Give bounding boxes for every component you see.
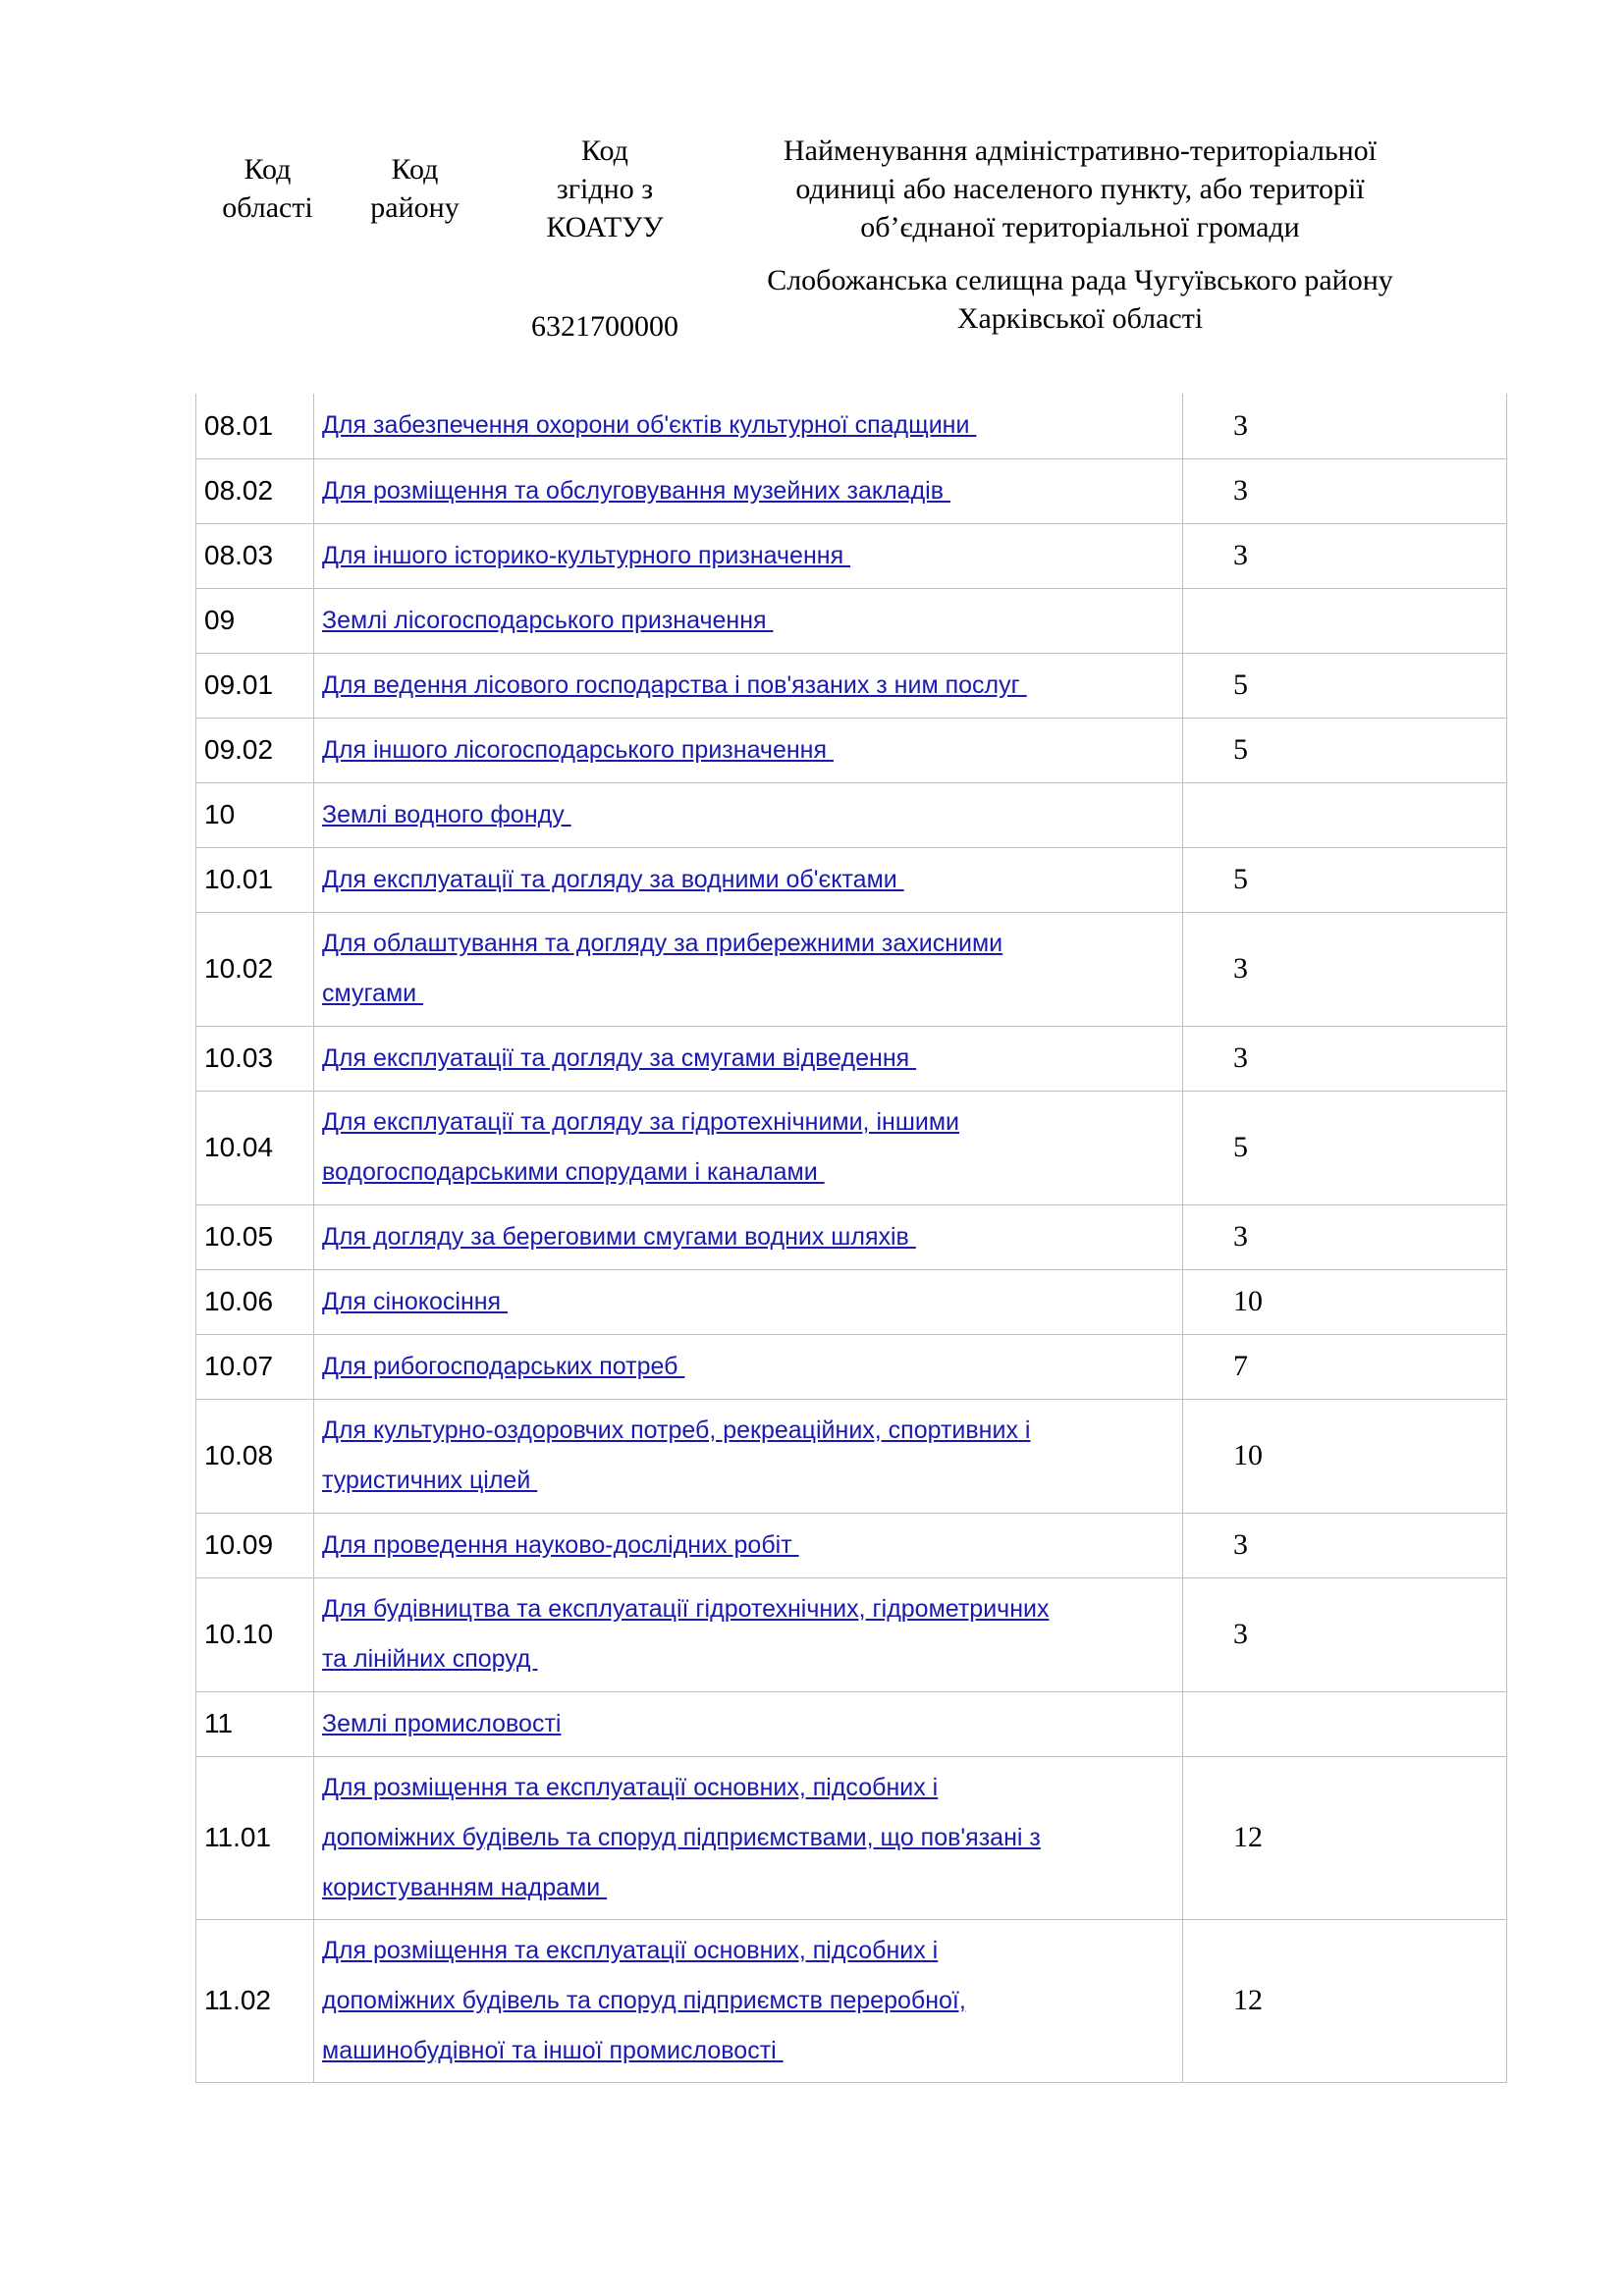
- row-code: 08.01: [196, 394, 314, 458]
- row-name-link[interactable]: Для розміщення та експлуатації основних, підсобних і допоміжних будівель та споруд підприємств переробної, машинобудівної та іншої промисловості: [322, 1936, 966, 2064]
- table-row: [196, 1691, 1507, 1756]
- row-name-link[interactable]: Землі водного фонду: [322, 800, 571, 828]
- row-name-cell: [314, 1399, 1183, 1513]
- table-row: [196, 912, 1507, 1026]
- row-code: 09: [196, 588, 314, 653]
- row-name-cell: [314, 1269, 1183, 1334]
- row-name-cell: [314, 1334, 1183, 1399]
- table-row: [196, 782, 1507, 847]
- row-code: 10.05: [196, 1204, 314, 1269]
- row-name-cell: [314, 912, 1183, 1026]
- row-code: 11: [196, 1691, 314, 1756]
- row-name-link[interactable]: Для іншого історико-культурного призначення: [322, 541, 851, 569]
- table-row: [196, 1026, 1507, 1091]
- row-value: 3: [1183, 912, 1507, 1026]
- row-name-link[interactable]: Для експлуатації та догляду за смугами відведення: [322, 1043, 917, 1072]
- table-row: [196, 1399, 1507, 1513]
- table-row: [196, 1919, 1507, 2082]
- row-name-link[interactable]: Для облаштування та догляду за прибережними захисними смугами: [322, 930, 1003, 1007]
- row-name-cell: [314, 1919, 1183, 2082]
- row-code: 10.04: [196, 1091, 314, 1204]
- row-value: 3: [1183, 1513, 1507, 1577]
- table-row: [196, 1334, 1507, 1399]
- table-row: [196, 1269, 1507, 1334]
- row-name-link[interactable]: Для проведення науково-дослідних робіт: [322, 1530, 799, 1559]
- row-name-link[interactable]: Для розміщення та експлуатації основних, підсобних і допоміжних будівель та споруд підприємствами, що пов'язані з користуванням надрами: [322, 1773, 1041, 1901]
- row-code: 10.02: [196, 912, 314, 1026]
- row-code: 11.01: [196, 1756, 314, 1919]
- header-col-name: Найменування адміністративно-територіальної одиниці або населеного пункту, або території об’єднаної територіальної громади: [783, 134, 1378, 243]
- row-name-cell: [314, 847, 1183, 912]
- row-code: 10.06: [196, 1269, 314, 1334]
- row-value: 3: [1183, 394, 1507, 458]
- header-col-raion: Код району: [370, 153, 460, 224]
- table-row: [196, 458, 1507, 523]
- row-value: 12: [1183, 1919, 1507, 2082]
- row-name-link[interactable]: Для забезпечення охорони об'єктів культурної спадщини: [322, 411, 977, 440]
- row-name-cell: [314, 1513, 1183, 1577]
- row-name-cell: [314, 718, 1183, 782]
- row-value: 12: [1183, 1756, 1507, 1919]
- land-purpose-table: [195, 394, 1507, 2083]
- row-name-link[interactable]: Для ведення лісового господарства і пов'язаних з ним послуг: [322, 670, 1027, 699]
- row-value: 5: [1183, 653, 1507, 718]
- row-name-cell: [314, 653, 1183, 718]
- row-code: 10.08: [196, 1399, 314, 1513]
- row-name-cell: [314, 1026, 1183, 1091]
- row-value: 5: [1183, 1091, 1507, 1204]
- row-name-cell: [314, 458, 1183, 523]
- table-row: [196, 588, 1507, 653]
- row-value: 3: [1183, 1577, 1507, 1691]
- koatuu-code: 6321700000: [531, 310, 678, 343]
- row-name-cell: [314, 1577, 1183, 1691]
- row-name-cell: [314, 1204, 1183, 1269]
- row-value: 3: [1183, 523, 1507, 588]
- table-row: [196, 718, 1507, 782]
- row-value: 7: [1183, 1334, 1507, 1399]
- table-row: [196, 394, 1507, 458]
- table-row: [196, 653, 1507, 718]
- row-name-link[interactable]: Для культурно-оздоровчих потреб, рекреаційних, спортивних і туристичних цілей: [322, 1416, 1031, 1494]
- row-code: 10.01: [196, 847, 314, 912]
- row-name-link[interactable]: Для розміщення та обслуговування музейних закладів: [322, 476, 950, 505]
- row-code: 08.02: [196, 458, 314, 523]
- header-col-koatuu: Код згідно з КОАТУУ: [546, 134, 664, 243]
- row-value: 3: [1183, 1204, 1507, 1269]
- header-col-oblast: Код області: [222, 153, 313, 224]
- row-code: 08.03: [196, 523, 314, 588]
- row-name-cell: [314, 394, 1183, 458]
- row-name-link[interactable]: Землі промисловості: [322, 1709, 562, 1737]
- table-row: [196, 847, 1507, 912]
- row-value: [1183, 1691, 1507, 1756]
- council-name: Слобожанська селищна рада Чугуївського району Харківської області: [767, 264, 1393, 335]
- row-value: [1183, 588, 1507, 653]
- row-name-cell: [314, 1756, 1183, 1919]
- row-code: 09.01: [196, 653, 314, 718]
- table-row: [196, 523, 1507, 588]
- row-name-link[interactable]: Для іншого лісогосподарського призначення: [322, 735, 834, 764]
- row-name-cell: [314, 523, 1183, 588]
- row-code: 10.10: [196, 1577, 314, 1691]
- row-name-link[interactable]: Для сінокосіння: [322, 1287, 509, 1315]
- row-name-link[interactable]: Для експлуатації та догляду за гідротехнічними, іншими водогосподарськими спорудами і каналами: [322, 1108, 959, 1186]
- row-value: 3: [1183, 458, 1507, 523]
- row-name-link[interactable]: Для рибогосподарських потреб: [322, 1352, 685, 1380]
- table-row: [196, 1204, 1507, 1269]
- row-value: 3: [1183, 1026, 1507, 1091]
- row-code: 11.02: [196, 1919, 314, 2082]
- row-value: [1183, 782, 1507, 847]
- row-name-cell: [314, 588, 1183, 653]
- row-code: 09.02: [196, 718, 314, 782]
- row-name-link[interactable]: Для будівництва та експлуатації гідротехнічних, гідрометричних та лінійних споруд: [322, 1595, 1050, 1673]
- table-row: [196, 1577, 1507, 1691]
- table-row: [196, 1091, 1507, 1204]
- row-code: 10: [196, 782, 314, 847]
- table-row: [196, 1513, 1507, 1577]
- row-name-link[interactable]: Землі лісогосподарського призначення: [322, 606, 774, 634]
- row-value: 10: [1183, 1269, 1507, 1334]
- table-body: [196, 394, 1507, 2082]
- row-code: 10.03: [196, 1026, 314, 1091]
- row-name-link[interactable]: Для догляду за береговими смугами водних шляхів: [322, 1222, 916, 1251]
- row-name-cell: [314, 782, 1183, 847]
- row-value: 5: [1183, 847, 1507, 912]
- row-name-cell: [314, 1691, 1183, 1756]
- row-value: 5: [1183, 718, 1507, 782]
- row-name-link[interactable]: Для експлуатації та догляду за водними об'єктами: [322, 865, 904, 893]
- row-value: 10: [1183, 1399, 1507, 1513]
- row-name-cell: [314, 1091, 1183, 1204]
- row-code: 10.07: [196, 1334, 314, 1399]
- row-code: 10.09: [196, 1513, 314, 1577]
- table-row: [196, 1756, 1507, 1919]
